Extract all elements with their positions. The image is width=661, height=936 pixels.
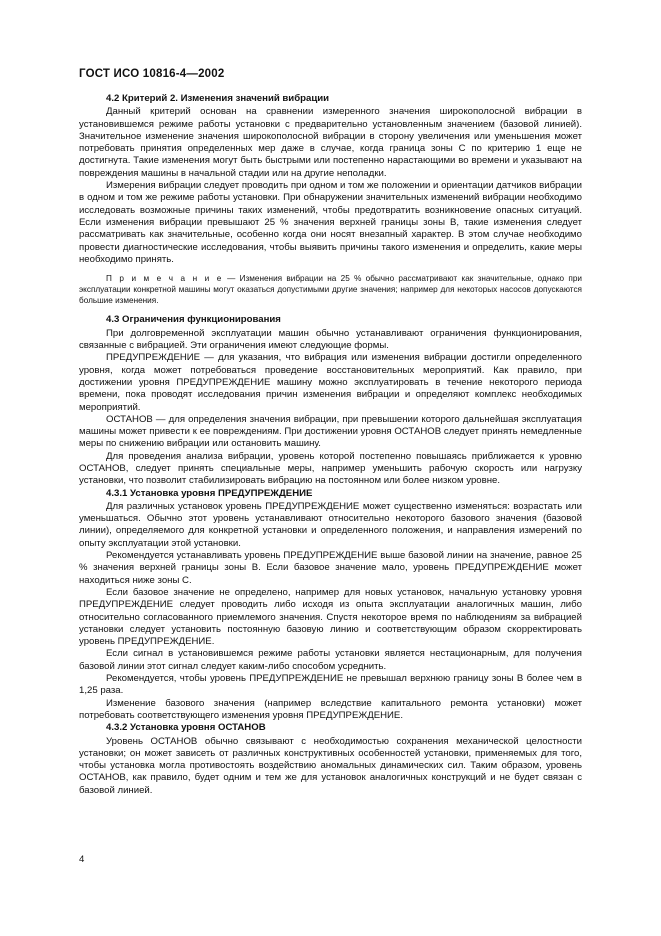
paragraph: Рекомендуется, чтобы уровень ПРЕДУПРЕЖДЕНИЕ не превышал верхнюю границу зоны В более чем в 1,25 раза. xyxy=(79,673,582,697)
document-body xyxy=(79,93,582,797)
note-label: П р и м е ч а н и е xyxy=(106,274,223,284)
section-heading-4-3: 4.3 Ограничения функционирования xyxy=(106,314,281,326)
note-block xyxy=(79,273,582,306)
paragraph: Изменение базового значения (например вследствие капитального ремонта установки) может потребовать соответствующего изменения уровня ПРЕДУПРЕЖДЕНИЕ. xyxy=(79,697,582,721)
section-heading-4-3-2: 4.3.2 Установка уровня ОСТАНОВ xyxy=(106,722,266,734)
section-heading-4-3-1: 4.3.1 Установка уровня ПРЕДУПРЕЖДЕНИЕ xyxy=(106,487,313,499)
paragraph: Рекомендуется устанавливать уровень ПРЕДУПРЕЖДЕНИЕ выше базовой линии на значение, равное 25 % значения верхней границы зоны В. Если базовое значение мало, уровень ПРЕДУПРЕЖДЕНИЕ может находиться ниже зоны С. xyxy=(79,550,582,586)
paragraph: ОСТАНОВ — для определения значения вибрации, при превышении которого дальнейшая эксплуатация машины может привести к ее повреждениям. При достижении уровня ОСТАНОВ следует принять немедленные меры по снижению вибрации или остановить машину. xyxy=(79,413,582,450)
paragraph: Измерения вибрации следует проводить при одном и том же положении и ориентации датчиков вибрации в одном и том же режиме работы установки. При обнаружении значительных изменений вибрации необходимо исследовать возможные причины таких изменений, чтобы предотвратить возникновение опасных ситуаций. Если изменения вибрации превышают 25 % значения верхней границы зоны В, такие изменения следует рассматривать как значительные, особенно когда они носят внезапный характер. В этом случае необходимо провести диагностические исследования, чтобы выявить причины такого изменения и определить, какие меры необходимо принять. xyxy=(79,180,582,265)
document-header: ГОСТ ИСО 10816-4—2002 xyxy=(79,68,225,80)
paragraph: При долговременной эксплуатации машин обычно устанавливают ограничения функционирования, связанные с вибрацией. Эти ограничения имеют следующие формы. xyxy=(79,327,582,352)
paragraph: Для проведения анализа вибрации, уровень которой постепенно повышаясь приближается к уровню ОСТАНОВ, следует принять специальные меры, например уменьшить рабочую скорость или нагрузку установки, что позволит стабилизировать вибрацию на постоянном или более низком уровне. xyxy=(79,450,582,487)
paragraph: Если сигнал в установившемся режиме работы установки является нестационарным, для получения базовой линии этот сигнал следует каким-либо способом усреднить. xyxy=(79,648,582,672)
section-heading-4-2: 4.2 Критерий 2. Изменения значений вибрации xyxy=(106,93,330,104)
page-number: 4 xyxy=(79,854,85,865)
paragraph: Для различных установок уровень ПРЕДУПРЕЖДЕНИЕ может существенно изменяться: возрастать или уменьшаться. Обычно этот уровень устанавливают относительно некоторого базового значения (базовой линии), определяемого для конкретной установки и определенного положения, и направления измерений по опыту эксплуатации этой установки. xyxy=(79,500,582,549)
paragraph: Данный критерий основан на сравнении измеренного значения широкополосной вибрации в установившемся режиме работы установки с предварительно установленным значением (базовой линией). Значительное изменение значения широкополосной вибрации в сторону увеличения или уменьшения может потребовать принятия определенных мер даже в случае, когда граница зоны С по критерию 1 еще не достигнута. Такие изменения могут быть быстрыми или постепенно нарастающими во времени и указывают на повреждения машины в начальной стадии или на другие неполадки. xyxy=(79,106,582,179)
note-text: — Изменения вибрации на 25 % обычно рассматривают как значительные, однако при эксплуатации конкретной машины могут оказаться допустимыми другие значения; например для некоторых насосов допускаются большие изменения. xyxy=(79,274,582,306)
paragraph: ПРЕДУПРЕЖДЕНИЕ — для указания, что вибрация или изменения вибрации достигли определенного уровня, когда может потребоваться проведение восстановительных мероприятий. Как правило, при достижении уровня ПРЕДУПРЕЖДЕНИЕ машину можно эксплуатировать в течение некоторого периода времени, пока проводят исследования причин изменения вибрации и определяют комплекс необходимых мероприятий. xyxy=(79,352,582,413)
paragraph: Уровень ОСТАНОВ обычно связывают с необходимостью сохранения механической целостности установки; он может зависеть от различных конструктивных особенностей установки, применяемых для того, чтобы установка могла противостоять воздействию аномальных динамических сил. Таким образом, уровень ОСТАНОВ, как правило, будет одним и тем же для установок аналогичных конструкций и не будет связан с базовой линией. xyxy=(79,735,582,796)
paragraph: Если базовое значение не определено, например для новых установок, начальную установку уровня ПРЕДУПРЕЖДЕНИЕ следует проводить либо исходя из опыта эксплуатации аналогичных машин, либо относительно согласованного приемлемого значения. Спустя некоторое время по наблюдениям за вибрацией установки следует установить постоянную базовую линию и соответствующим образом скорректировать уровень ПРЕДУПРЕЖДЕНИЕ. xyxy=(79,586,582,648)
